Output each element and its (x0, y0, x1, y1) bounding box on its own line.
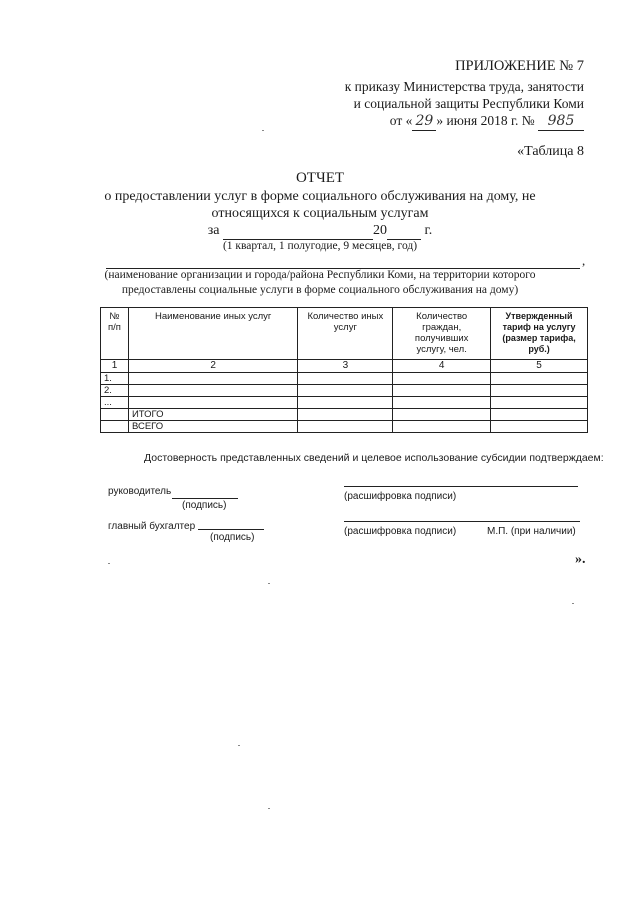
head-label: руководитель (108, 486, 172, 497)
organization-hint-1: (наименование организации и города/района Республики Коми, на территории которого (104, 269, 536, 281)
scan-speck (108, 563, 110, 564)
table-cell (298, 421, 393, 433)
accountant-signature-hint: (подпись) (210, 532, 255, 543)
appendix-title: ПРИЛОЖЕНИЕ № 7 (455, 58, 584, 74)
header-cell: Утвержденный тариф на услугу (размер тарифа, руб.) (491, 308, 588, 360)
table-row-total (101, 409, 588, 421)
table-cell (128, 373, 298, 385)
report-subtitle-1: о предоставлении услуг в форме социального обслуживания на дому, не (104, 189, 536, 204)
order-line-2: и социальной защиты Республики Коми (353, 96, 584, 111)
column-number: 2 (128, 360, 298, 373)
column-number: 1 (101, 360, 129, 373)
header-cell: № п/п (101, 308, 129, 360)
column-number: 3 (298, 360, 393, 373)
accountant-decode-hint: (расшифровка подписи) (344, 526, 457, 537)
scan-speck (238, 745, 240, 746)
header-cell: Наименование иных услуг (128, 308, 298, 360)
table-cell (298, 373, 393, 385)
services-table (100, 307, 588, 433)
table-cell (393, 409, 491, 421)
header-cell: Количество иных услуг (298, 308, 393, 360)
order-line-1: к приказу Министерства труда, занятости (344, 79, 584, 94)
closing-quote: ». (575, 552, 586, 567)
stamp-hint: М.П. (при наличии) (487, 526, 576, 537)
period-year: 20 (373, 223, 388, 238)
period-suffix: г. (424, 223, 433, 238)
period-prefix: за (207, 223, 220, 238)
organization-line (106, 257, 580, 269)
report-period (0, 223, 640, 240)
order-date-line (390, 112, 584, 131)
table-cell (393, 385, 491, 397)
header-cell: Количество граждан, получивших услугу, чел. (393, 308, 491, 360)
table-reference: «Таблица 8 (517, 144, 584, 159)
report-title: ОТЧЕТ (295, 170, 345, 186)
table-cell (298, 397, 393, 409)
accountant-label: главный бухгалтер (108, 521, 196, 532)
table-cell: 1. (101, 373, 129, 385)
accountant-signature-line (198, 521, 264, 530)
order-number: 985 (538, 113, 584, 131)
table-header-row (101, 308, 588, 360)
table-cell: ВСЕГО (128, 421, 298, 433)
table-cell (393, 397, 491, 409)
head-signature-line (172, 490, 238, 499)
table-cell (393, 373, 491, 385)
table-row (101, 373, 588, 385)
table-row (101, 385, 588, 397)
table-cell (298, 385, 393, 397)
period-blank (223, 223, 373, 240)
table-cell (101, 421, 129, 433)
table-cell (128, 397, 298, 409)
table-cell (101, 409, 129, 421)
period-hint: (1 квартал, 1 полугодие, 9 месяцев, год) (222, 240, 418, 252)
table-cell: 2. (101, 385, 129, 397)
head-decode-line (344, 486, 578, 487)
table-cell (491, 385, 588, 397)
date-middle: » июня 2018 г. № (436, 113, 535, 128)
report-subtitle-2: относящихся к социальным услугам (211, 206, 429, 221)
table-cell (298, 409, 393, 421)
table-row (101, 397, 588, 409)
scan-speck (572, 603, 574, 604)
table-cell (491, 409, 588, 421)
confirmation-text: Достоверность представленных сведений и целевое использование субсидии подтверждаем: (144, 452, 604, 464)
table-cell: ... (101, 397, 129, 409)
table-cell (491, 397, 588, 409)
table-row-grand-total (101, 421, 588, 433)
organization-hint-2: предоставлены социальные услуги в форме социального обслуживания на дому) (121, 284, 519, 296)
table-cell (491, 421, 588, 433)
head-decode-hint: (расшифровка подписи) (344, 491, 457, 502)
organization-comma: , (582, 253, 586, 268)
scan-speck (268, 583, 270, 584)
scan-speck (268, 808, 270, 809)
table-cell: ИТОГО (128, 409, 298, 421)
year-blank (387, 223, 421, 240)
column-number: 5 (491, 360, 588, 373)
table-cell (491, 373, 588, 385)
head-signature-hint: (подпись) (182, 500, 227, 511)
scan-speck (262, 130, 264, 131)
table-number-row (101, 360, 588, 373)
date-prefix: от « (389, 113, 413, 128)
accountant-decode-line (344, 521, 580, 522)
column-number: 4 (393, 360, 491, 373)
order-day: 29 (412, 113, 436, 131)
table-cell (128, 385, 298, 397)
table-cell (393, 421, 491, 433)
